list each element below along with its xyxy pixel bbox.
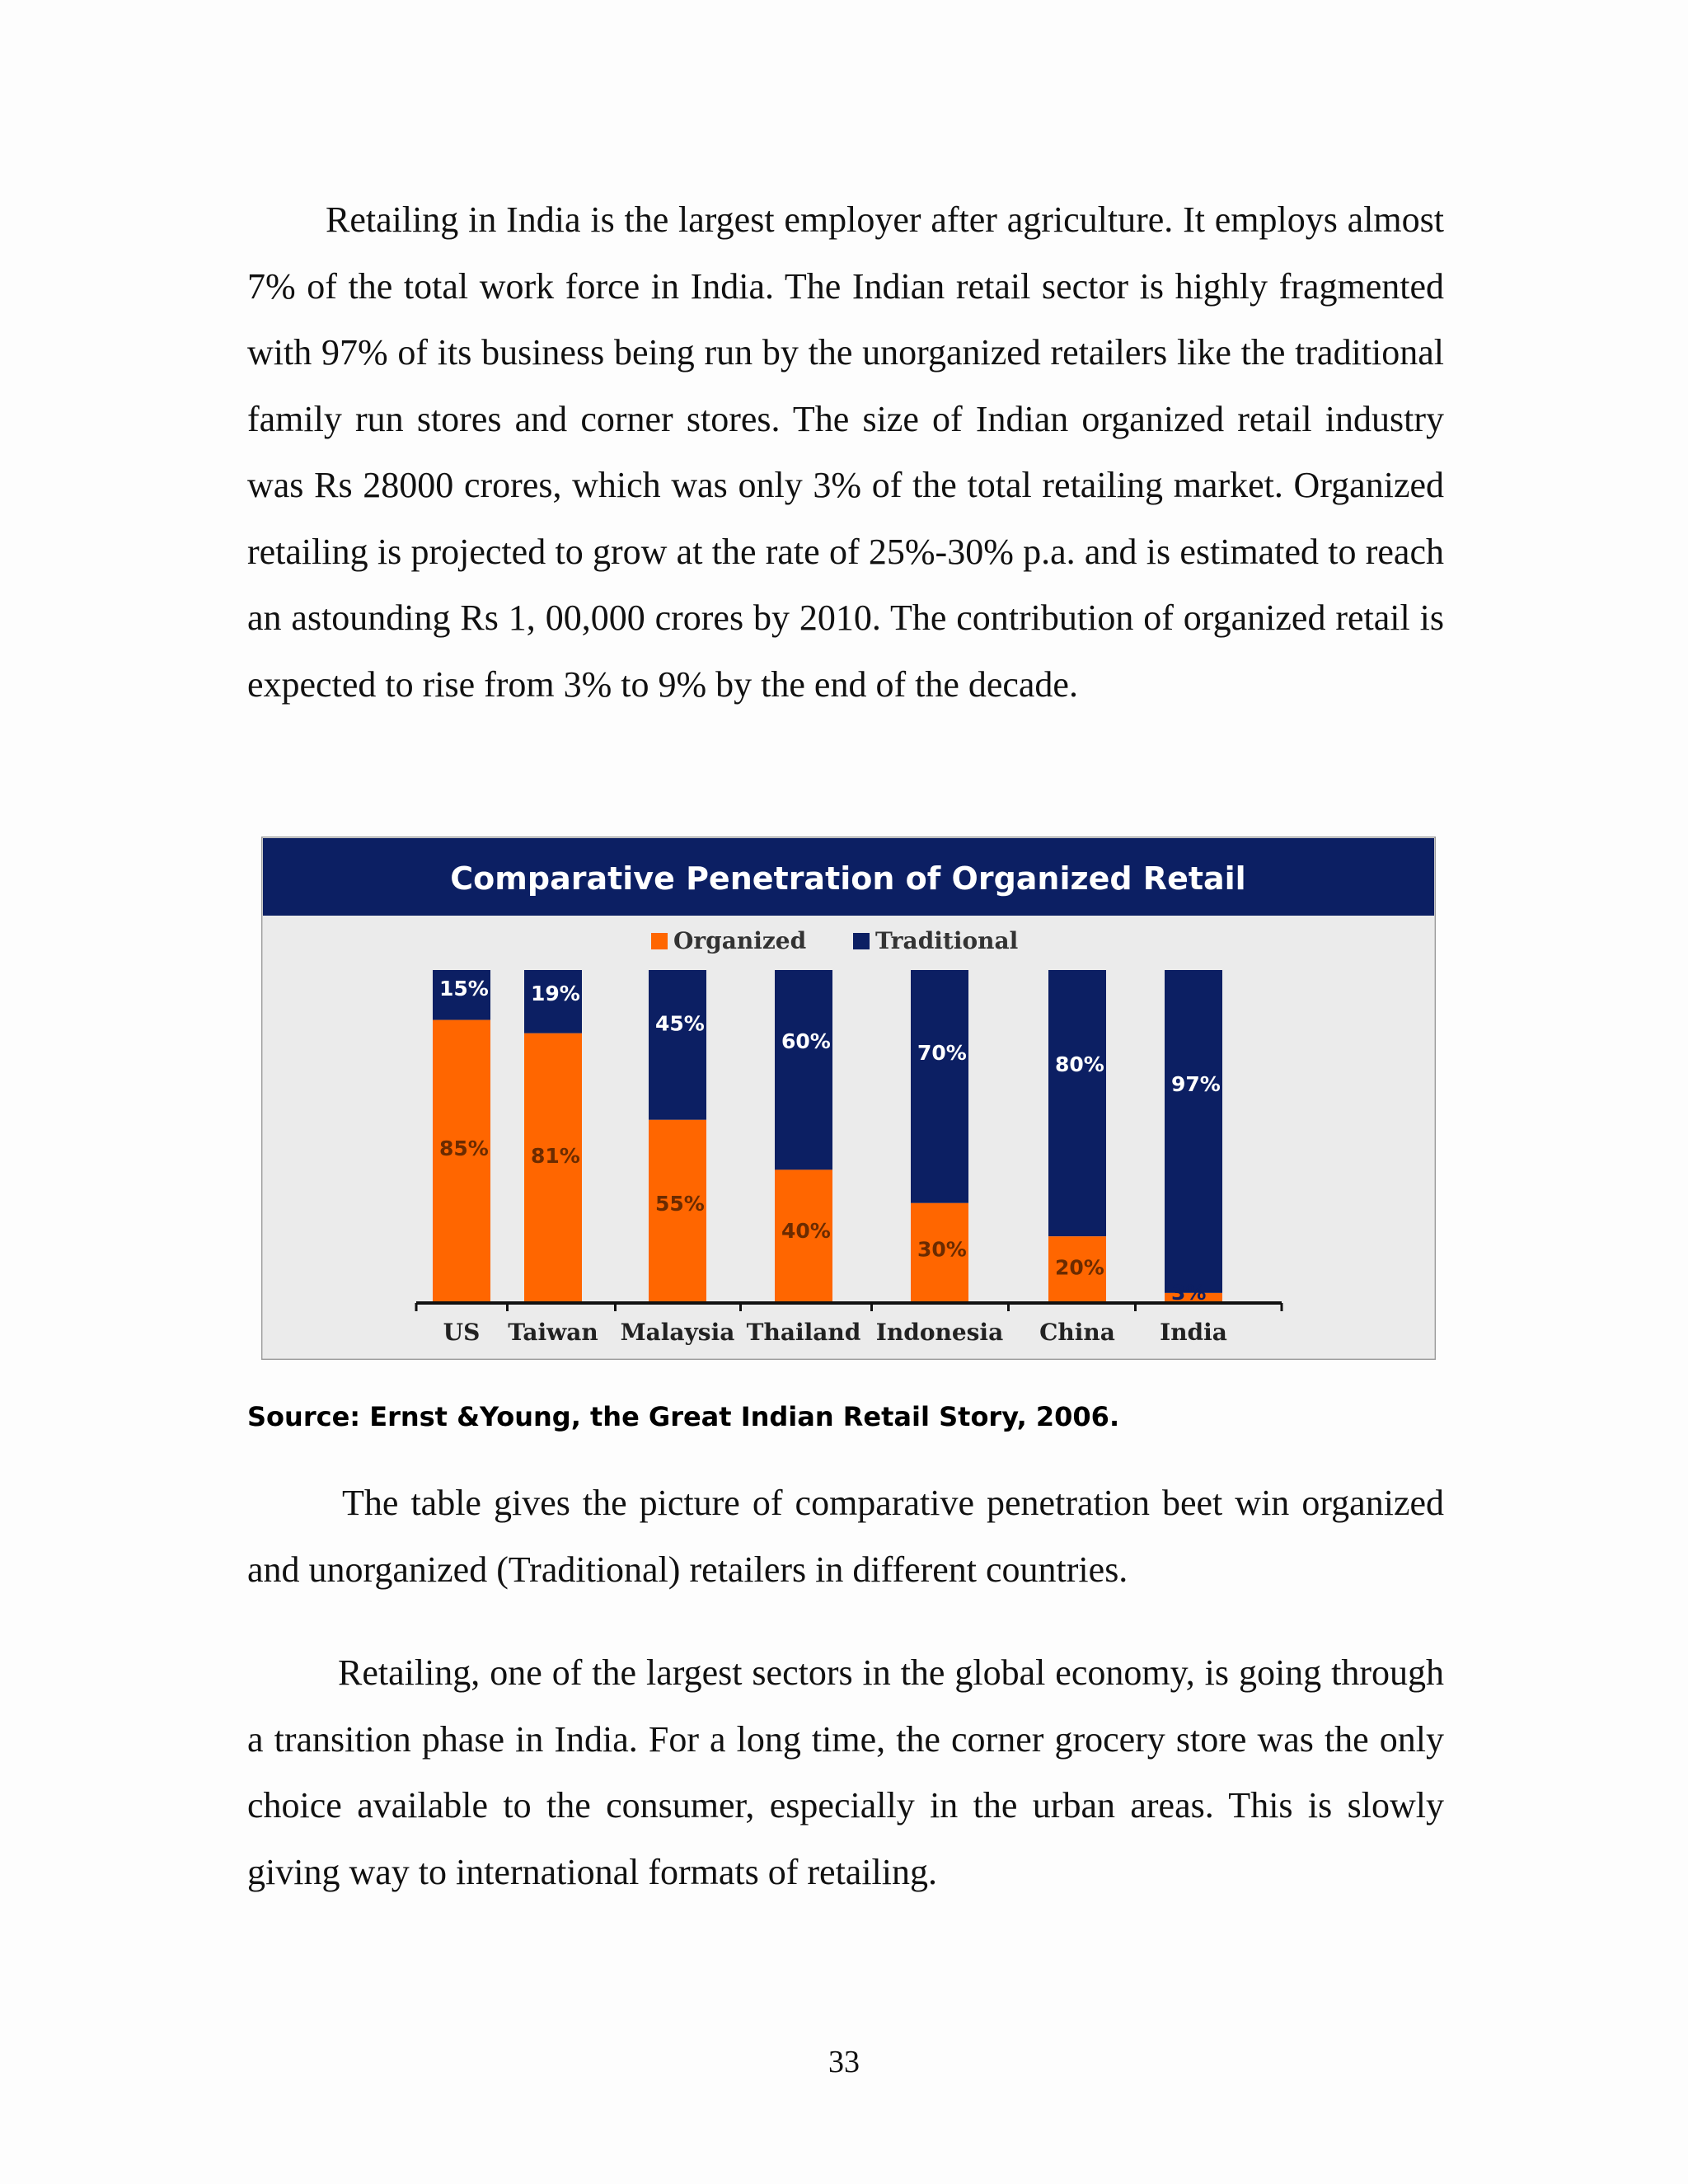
label-traditional-india: 97% bbox=[1171, 1072, 1221, 1097]
label-traditional-indonesia: 70% bbox=[917, 1040, 967, 1065]
chart-title: Comparative Penetration of Organized Retail bbox=[450, 860, 1246, 897]
penetration-chart bbox=[261, 837, 1436, 1360]
page-number: 33 bbox=[828, 2045, 860, 2079]
label-traditional-thailand: 60% bbox=[781, 1029, 831, 1053]
tick-label-thailand: Thailand bbox=[746, 1319, 861, 1346]
tick-label-us: US bbox=[443, 1319, 481, 1346]
bar-organized-taiwan bbox=[524, 1033, 582, 1303]
bar-organized-us bbox=[433, 1020, 490, 1303]
tick-label-indonesia: Indonesia bbox=[875, 1319, 1004, 1346]
legend-swatch-traditional bbox=[853, 933, 870, 949]
paragraph-intro: Retailing in India is the largest employer after agriculture. It employs almost 7% of the total work force in India. The Indian retail sector is highly fragmented with 97% of its business being run by the unorganized retailers like the traditional family run stores and corner stores. The size of Indian organized retail industry was Rs 28000 crores, which was only 3% of the total retailing market. Organized retailing is projected to grow at the rate of 25%-30% p.a. and is estimated to reach an astounding Rs 1, 00,000 crores by 2010. The contribution of organized retail is expected to rise from 3% to 9% by the end of the decade. bbox=[247, 199, 1444, 705]
source-caption: Source: Ernst &Young, the Great Indian Retail Story, 2006. bbox=[247, 1401, 1120, 1432]
legend-label-traditional: Traditional bbox=[875, 927, 1019, 954]
tick-label-india: India bbox=[1160, 1319, 1227, 1346]
label-organized-malaysia: 55% bbox=[655, 1191, 705, 1216]
label-traditional-taiwan: 19% bbox=[531, 981, 580, 1005]
label-traditional-china: 80% bbox=[1055, 1052, 1104, 1077]
paragraph-table-description: The table gives the picture of comparative penetration beet win organized and unorganized (Traditional) retailers in different countries. bbox=[247, 1483, 1444, 1590]
tick-label-china: China bbox=[1039, 1319, 1115, 1346]
legend-swatch-organized bbox=[651, 933, 668, 949]
bars-layer bbox=[433, 970, 1222, 1303]
label-organized-taiwan: 81% bbox=[531, 1144, 580, 1169]
tick-label-taiwan: Taiwan bbox=[508, 1319, 598, 1346]
bar-traditional-malaysia bbox=[649, 970, 706, 1120]
bar-traditional-india bbox=[1165, 970, 1222, 1293]
chart-svg bbox=[261, 837, 1436, 1360]
bar-traditional-thailand bbox=[775, 970, 832, 1169]
legend-label-organized: Organized bbox=[673, 927, 807, 954]
bar-traditional-china bbox=[1048, 970, 1106, 1236]
label-traditional-malaysia: 45% bbox=[655, 1011, 705, 1036]
bar-traditional-indonesia bbox=[911, 970, 968, 1203]
label-traditional-us: 15% bbox=[439, 977, 489, 1001]
paragraph-transition: Retailing, one of the largest sectors in the global economy, is going through a transition phase in India. For a long time, the corner grocery store was the only choice available to the consumer, especially in the urban areas. This is slowly giving way to international formats of retailing. bbox=[247, 1652, 1444, 1892]
label-organized-indonesia: 30% bbox=[917, 1237, 967, 1262]
label-organized-thailand: 40% bbox=[781, 1219, 831, 1244]
label-organized-india: 3% bbox=[1171, 1281, 1207, 1305]
label-organized-us: 85% bbox=[439, 1137, 489, 1161]
tick-label-malaysia: Malaysia bbox=[620, 1319, 735, 1346]
label-organized-china: 20% bbox=[1055, 1255, 1104, 1280]
